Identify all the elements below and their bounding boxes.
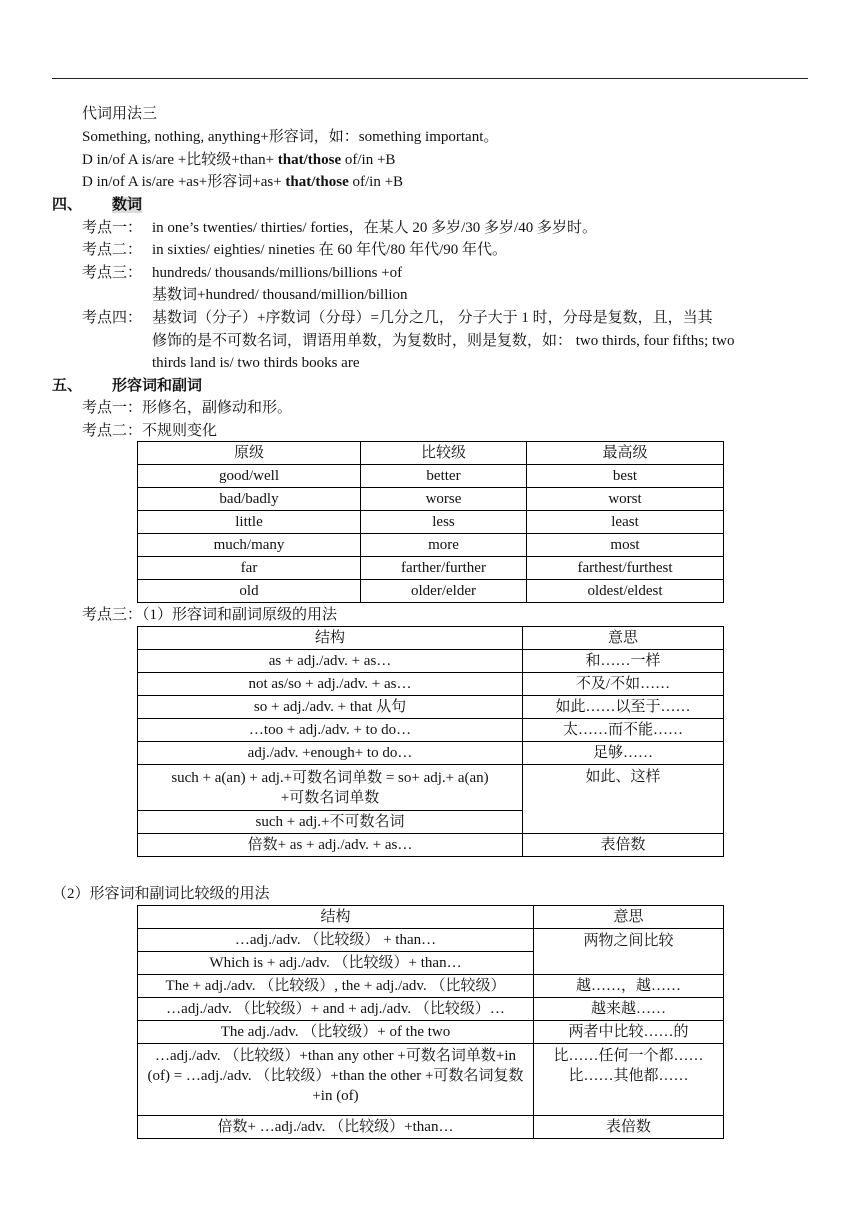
table-cell: 越来越…… [534,998,724,1021]
adj-point-1: 考点一：形修名，副修动和形。 [82,400,293,416]
table-row [138,465,724,488]
table-cell: such + adj.+不可数名词 [138,811,523,834]
table-cell: more [361,534,527,557]
table-cell: 和……一样 [523,650,724,673]
table-cell: 太……而不能…… [523,719,724,742]
table-header-row [138,627,724,650]
table-cell: …adj./adv. （比较级） + than… [138,929,534,952]
table-header-row [138,906,724,929]
table-row [138,673,724,696]
table-row [138,834,724,857]
table-cell: as + adj./adv. + as… [138,650,523,673]
table-cell: 两物之间比较 [534,929,724,975]
table-cell: better [361,465,527,488]
table-cell: 两者中比较……的 [534,1021,724,1044]
table-cell: best [527,465,724,488]
pronoun-usage-line-3: D in/of A is/are +as+形容词+as+ that/those of/in +B [82,174,404,190]
table-cell: good/well [138,465,361,488]
section-4-title: 数词 [112,197,143,213]
numeral-point-1-text: in one’s twenties/ thirties/ forties，在某人 20 多岁/30 多岁/40 多岁时。 [152,220,597,236]
header-meaning: 意思 [534,906,724,929]
header-comparative: 比较级 [361,442,527,465]
header-positive: 原级 [138,442,361,465]
adj-part-2-title: （2）形容词和副词比较级的用法 [52,886,270,902]
table-row [138,534,724,557]
table-row [138,765,724,811]
table-cell: …too + adj./adv. + to do… [138,719,523,742]
header-superlative: 最高级 [527,442,724,465]
table-row [138,511,724,534]
table-cell: much/many [138,534,361,557]
table-cell: 越……，越…… [534,975,724,998]
section-5-number: 五、 [52,378,83,394]
table-row [138,1116,724,1139]
table-row [138,650,724,673]
section-5-title: 形容词和副词 [112,378,203,394]
numeral-point-4-label: 考点四： [82,310,143,326]
numeral-point-4-text: 基数词（分子）+序数词（分母）=几分之几， 分子大于 1 时，分母是复数，且，当其 [152,310,713,326]
table-row [138,998,724,1021]
table-row [138,557,724,580]
header-structure: 结构 [138,627,523,650]
table-cell: little [138,511,361,534]
table-cell: 足够…… [523,742,724,765]
numeral-point-2-text: in sixties/ eighties/ nineties 在 60 年代/80 年代/90 年代。 [152,242,507,258]
header-structure: 结构 [138,906,534,929]
table-cell: older/elder [361,580,527,603]
numeral-point-2-label: 考点二： [82,242,143,258]
table-row [138,1044,724,1116]
table-cell: not as/so + adj./adv. + as… [138,673,523,696]
numeral-point-3-text: hundreds/ thousands/millions/billions +of [152,265,403,281]
table-cell: 比……任何一个都……比……其他都…… [534,1044,724,1116]
numeral-point-4-text-3: thirds land is/ two thirds books are [152,355,360,371]
table-header-row [138,442,724,465]
table-cell: 倍数+ …adj./adv. （比较级）+than… [138,1116,534,1139]
table-cell: farther/further [361,557,527,580]
numeral-point-3-text-2: 基数词+hundred/ thousand/million/billion [152,287,408,303]
table-row [138,742,724,765]
table-row [138,1021,724,1044]
header-meaning: 意思 [523,627,724,650]
table-cell: 不及/不如…… [523,673,724,696]
table-cell: worse [361,488,527,511]
table-cell: …adj./adv. （比较级）+than any other +可数名词单数+in (of) = …adj./adv. （比较级）+than the other +可数名词复数+in (of) [138,1044,534,1116]
table-cell: 如此、这样 [523,765,724,834]
adj-point-2: 考点二：不规则变化 [82,423,218,439]
table-cell: worst [527,488,724,511]
numeral-point-1-label: 考点一： [82,220,143,236]
table-cell: 倍数+ as + adj./adv. + as… [138,834,523,857]
table-cell: …adj./adv. （比较级）+ and + adj./adv. （比较级）… [138,998,534,1021]
table-row [138,975,724,998]
table-cell: such + a(an) + adj.+可数名词单数 = so+ adj.+ a(an) +可数名词单数 [138,765,523,811]
table-cell: so + adj./adv. + that 从句 [138,696,523,719]
header-rule [52,78,808,79]
table-row [138,696,724,719]
table-cell: oldest/eldest [527,580,724,603]
pronoun-usage-line-2: D in/of A is/are +比较级+than+ that/those of/in +B [82,152,396,168]
table-cell: 如此……以至于…… [523,696,724,719]
table-cell: farthest/furthest [527,557,724,580]
table-cell: least [527,511,724,534]
table-cell: adj./adv. +enough+ to do… [138,742,523,765]
table-cell: bad/badly [138,488,361,511]
table-row [138,488,724,511]
section-4-number: 四、 [52,197,83,213]
table-cell: The adj./adv. （比较级）+ of the two [138,1021,534,1044]
table-cell: Which is + adj./adv. （比较级）+ than… [138,952,534,975]
table-cell: most [527,534,724,557]
positive-degree-table [137,626,724,857]
table-cell: 表倍数 [534,1116,724,1139]
pronoun-usage-title: 代词用法三 [82,106,158,122]
irregular-forms-table [137,441,724,603]
numeral-point-3-label: 考点三： [82,265,143,281]
table-row [138,719,724,742]
adj-point-3: 考点三：（1）形容词和副词原级的用法 [82,607,338,623]
table-cell: old [138,580,361,603]
table-cell: The + adj./adv. （比较级）, the + adj./adv. （比较级） [138,975,534,998]
table-cell: far [138,557,361,580]
comparative-degree-table [137,905,724,1139]
numeral-point-4-text-2: 修饰的是不可数名词，谓语用单数，为复数时，则是复数，如： two thirds, four fifths; two [152,333,735,349]
table-row [138,929,724,952]
table-row [138,580,724,603]
table-cell: less [361,511,527,534]
table-cell: 表倍数 [523,834,724,857]
pronoun-usage-line-1: Something, nothing, anything+形容词，如：something important。 [82,129,499,145]
